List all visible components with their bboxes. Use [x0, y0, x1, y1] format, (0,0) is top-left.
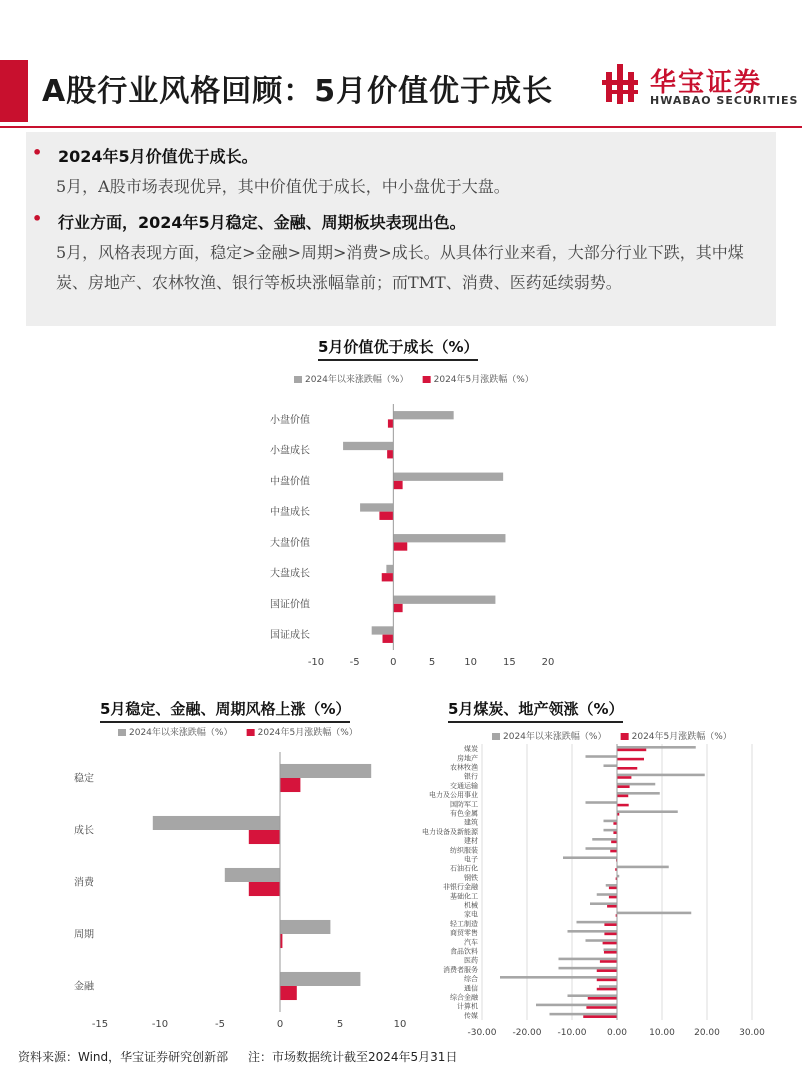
bar-26-1	[597, 988, 617, 991]
bar-9-0	[604, 829, 618, 832]
tick-label-1: -20.00	[512, 1028, 542, 1038]
bar-11-0	[586, 847, 618, 850]
bar-1-0	[343, 442, 393, 450]
bar-2-1	[393, 481, 402, 489]
summary-paragraph-2: 5月，风格表现方面，稳定>金融>周期>消费>成长。从具体行业来看，大部分行业下跌，其中煤炭、房地产、农林牧渔、银行等板块涨幅靠前；而TMT、消费、医药延续弱势。	[56, 243, 744, 292]
legend-swatch-1	[423, 376, 431, 383]
bar-21-1	[603, 942, 617, 945]
category-label: 轻工制造	[450, 919, 478, 928]
tick-label-4: 5	[336, 1019, 344, 1030]
legend-label-1: 2024年5月涨跌幅（%）	[433, 375, 534, 385]
bar-6-0	[393, 596, 495, 604]
category-label: 基础化工	[450, 892, 478, 901]
category-label: 小盘价值	[270, 414, 310, 426]
bar-12-0	[563, 856, 617, 859]
tick-label-5: 15	[502, 657, 516, 668]
category-label: 建材	[464, 837, 478, 846]
bar-24-1	[597, 969, 617, 972]
legend-label-1: 2024年5月涨跌幅（%）	[631, 732, 732, 742]
hwabao-logo-icon	[602, 62, 642, 108]
category-label: 中盘成长	[270, 507, 310, 519]
bar-4-1	[393, 542, 407, 550]
tick-label-1: -5	[349, 657, 360, 668]
category-label: 商贸零售	[450, 929, 478, 938]
bar-3-0	[280, 920, 330, 934]
category-label: 机械	[464, 901, 478, 910]
category-label: 石油石化	[450, 864, 478, 873]
bar-19-1	[604, 923, 617, 926]
bar-3-1	[617, 776, 631, 779]
bar-0-0	[393, 411, 453, 419]
legend-swatch-1	[621, 733, 629, 740]
category-label: 农林牧渔	[450, 763, 478, 772]
tick-label-3: 0	[276, 1019, 284, 1030]
bar-11-1	[610, 850, 617, 853]
summary-bullet-2: • 行业方面，2024年5月稳定、金融、周期板块表现出色。	[32, 210, 466, 233]
tick-label-2: -10.00	[557, 1028, 587, 1038]
bar-8-1	[613, 822, 617, 825]
category-label: 消费	[74, 877, 94, 889]
bar-3-1	[379, 512, 393, 520]
tick-label-3: 0.00	[606, 1028, 628, 1038]
bar-5-1	[382, 573, 394, 581]
category-label: 交通运输	[450, 781, 478, 790]
category-label: 汽车	[464, 938, 478, 947]
category-label: 电子	[464, 855, 478, 864]
bar-3-0	[360, 503, 393, 511]
tick-label-2: -5	[215, 1019, 225, 1030]
bar-5-0	[386, 565, 393, 573]
bar-6-1	[617, 804, 629, 807]
category-label: 国证价值	[270, 599, 310, 611]
category-label: 煤炭	[464, 745, 478, 754]
bar-28-1	[586, 1006, 617, 1009]
bar-2-0	[225, 868, 280, 882]
bar-15-1	[609, 887, 617, 890]
bar-7-0	[372, 626, 394, 634]
bar-0-1	[388, 419, 393, 427]
legend-label-0: 2024年以来涨跌幅（%）	[129, 728, 233, 738]
chart1-value-vs-growth	[250, 362, 580, 672]
header-divider	[0, 126, 802, 128]
category-label: 家电	[464, 910, 478, 919]
chart3-industry-returns	[420, 722, 780, 1040]
bar-0-1	[617, 749, 646, 752]
bar-4-0	[280, 972, 360, 986]
tick-label-6: 30.00	[739, 1028, 765, 1038]
legend-swatch-0	[118, 729, 126, 736]
bar-21-0	[586, 939, 618, 942]
category-label: 大盘价值	[270, 537, 310, 549]
bar-4-0	[617, 783, 655, 786]
legend-swatch-1	[247, 729, 255, 736]
bar-15-0	[606, 884, 617, 887]
bar-16-0	[597, 893, 617, 896]
bar-4-0	[393, 534, 505, 542]
tick-label-6: 20	[541, 657, 555, 668]
category-label: 综合	[464, 975, 478, 984]
chart1-title: 5月价值优于成长（%）	[318, 336, 478, 361]
category-label: 建筑	[464, 818, 478, 827]
footer-note: 注：市场数据统计截至2024年5月31日	[248, 1050, 458, 1064]
category-label: 电力设备及新能源	[422, 827, 478, 836]
category-label: 食品饮料	[450, 947, 478, 956]
tick-label-5: 20.00	[694, 1028, 720, 1038]
summary-paragraph-1: 5月，A股市场表现优异，其中价值优于成长，中小盘优于大盘。	[56, 177, 510, 196]
tick-label-0: -10	[307, 657, 325, 668]
page-title: A股行业风格回顾：5月价值优于成长	[42, 74, 554, 109]
bar-25-1	[597, 979, 617, 982]
summary-bullet-1: • 2024年5月价值优于成长。	[32, 144, 258, 167]
bar-0-0	[617, 746, 696, 749]
legend-swatch-0	[492, 733, 500, 740]
bar-2-0	[604, 764, 618, 767]
bar-4-1	[280, 986, 297, 1000]
category-label: 钢铁	[464, 873, 478, 882]
category-label: 医药	[464, 956, 478, 965]
category-label: 传媒	[464, 1011, 478, 1020]
bar-6-1	[393, 604, 402, 612]
bar-26-0	[599, 985, 617, 988]
category-label: 金融	[74, 981, 94, 993]
category-label: 稳定	[74, 773, 94, 785]
bar-10-1	[611, 841, 617, 844]
bar-7-0	[617, 810, 678, 813]
bar-6-0	[586, 801, 618, 804]
bar-22-1	[604, 951, 617, 954]
category-label: 非银行金融	[443, 883, 478, 892]
title-accent-bar	[0, 60, 28, 122]
bar-13-0	[617, 866, 669, 869]
bar-2-1	[617, 767, 637, 770]
category-label: 国防军工	[450, 800, 478, 809]
bar-27-1	[588, 997, 617, 1000]
category-label: 纺织服装	[450, 846, 478, 855]
bar-29-0	[550, 1013, 618, 1016]
bar-25-0	[500, 976, 617, 979]
logo-text-en: HWABAO SECURITIES	[650, 94, 799, 107]
category-label: 中盘价值	[270, 476, 310, 488]
bar-2-0	[393, 473, 503, 481]
bar-17-0	[590, 902, 617, 905]
bar-1-1	[617, 758, 644, 761]
bar-1-1	[249, 830, 280, 844]
category-label: 消费者服务	[443, 965, 478, 974]
legend-swatch-0	[294, 376, 302, 383]
chart3-title: 5月煤炭、地产领涨（%）	[448, 698, 623, 723]
tick-label-0: -15	[91, 1019, 109, 1030]
category-label: 银行	[464, 772, 478, 781]
brand-logo	[602, 62, 799, 110]
bar-29-1	[583, 1015, 617, 1018]
tick-label-4: 10.00	[649, 1028, 675, 1038]
bar-28-0	[536, 1004, 617, 1007]
category-label: 国证成长	[270, 630, 310, 642]
bar-16-1	[609, 896, 617, 899]
bar-3-0	[617, 774, 705, 777]
category-label: 电力及公用事业	[429, 791, 478, 800]
tick-label-5: 10	[393, 1019, 407, 1030]
logo-text-cn: 华宝证券	[650, 68, 763, 98]
category-label: 通信	[464, 984, 478, 993]
bar-0-0	[280, 764, 371, 778]
category-label: 小盘成长	[270, 445, 310, 457]
bar-1-0	[586, 755, 618, 758]
category-label: 周期	[74, 929, 94, 941]
bar-1-1	[387, 450, 393, 458]
category-label: 大盘成长	[270, 568, 310, 580]
bar-22-0	[604, 948, 618, 951]
tick-label-4: 10	[464, 657, 478, 668]
bar-9-1	[613, 831, 617, 834]
bar-18-0	[617, 912, 691, 915]
bar-24-0	[559, 967, 618, 970]
category-label: 综合金融	[450, 993, 478, 1002]
bar-17-1	[607, 905, 617, 908]
bar-8-0	[604, 820, 618, 823]
footer	[18, 1048, 457, 1065]
category-label: 计算机	[457, 1002, 478, 1011]
tick-label-2: 0	[390, 657, 397, 668]
chart2-style-returns	[60, 722, 420, 1032]
tick-label-3: 5	[428, 657, 436, 668]
chart2-title: 5月稳定、金融、周期风格上涨（%）	[100, 698, 350, 723]
bar-4-1	[617, 785, 630, 788]
bar-5-1	[617, 795, 628, 798]
bar-20-0	[568, 930, 618, 933]
footer-source: 资料来源：Wind，华宝证券研究创新部	[18, 1050, 229, 1064]
bar-23-0	[559, 958, 618, 961]
category-label: 有色金属	[450, 809, 478, 818]
bar-23-1	[600, 960, 617, 963]
bar-0-1	[280, 778, 300, 792]
bar-10-0	[592, 838, 617, 841]
bar-2-1	[249, 882, 280, 896]
legend-label-0: 2024年以来涨跌幅（%）	[503, 732, 607, 742]
tick-label-0: -30.00	[467, 1028, 497, 1038]
bar-19-0	[577, 921, 618, 924]
legend-label-0: 2024年以来涨跌幅（%）	[305, 375, 409, 385]
bar-1-0	[153, 816, 280, 830]
category-label: 成长	[74, 825, 94, 837]
tick-label-1: -10	[151, 1019, 169, 1030]
bar-20-1	[604, 933, 617, 936]
category-label: 房地产	[457, 754, 478, 763]
bar-5-0	[617, 792, 660, 795]
bar-7-1	[383, 635, 394, 643]
summary-box	[26, 132, 776, 326]
legend-label-1: 2024年5月涨跌幅（%）	[257, 728, 358, 738]
bar-27-0	[568, 994, 618, 997]
